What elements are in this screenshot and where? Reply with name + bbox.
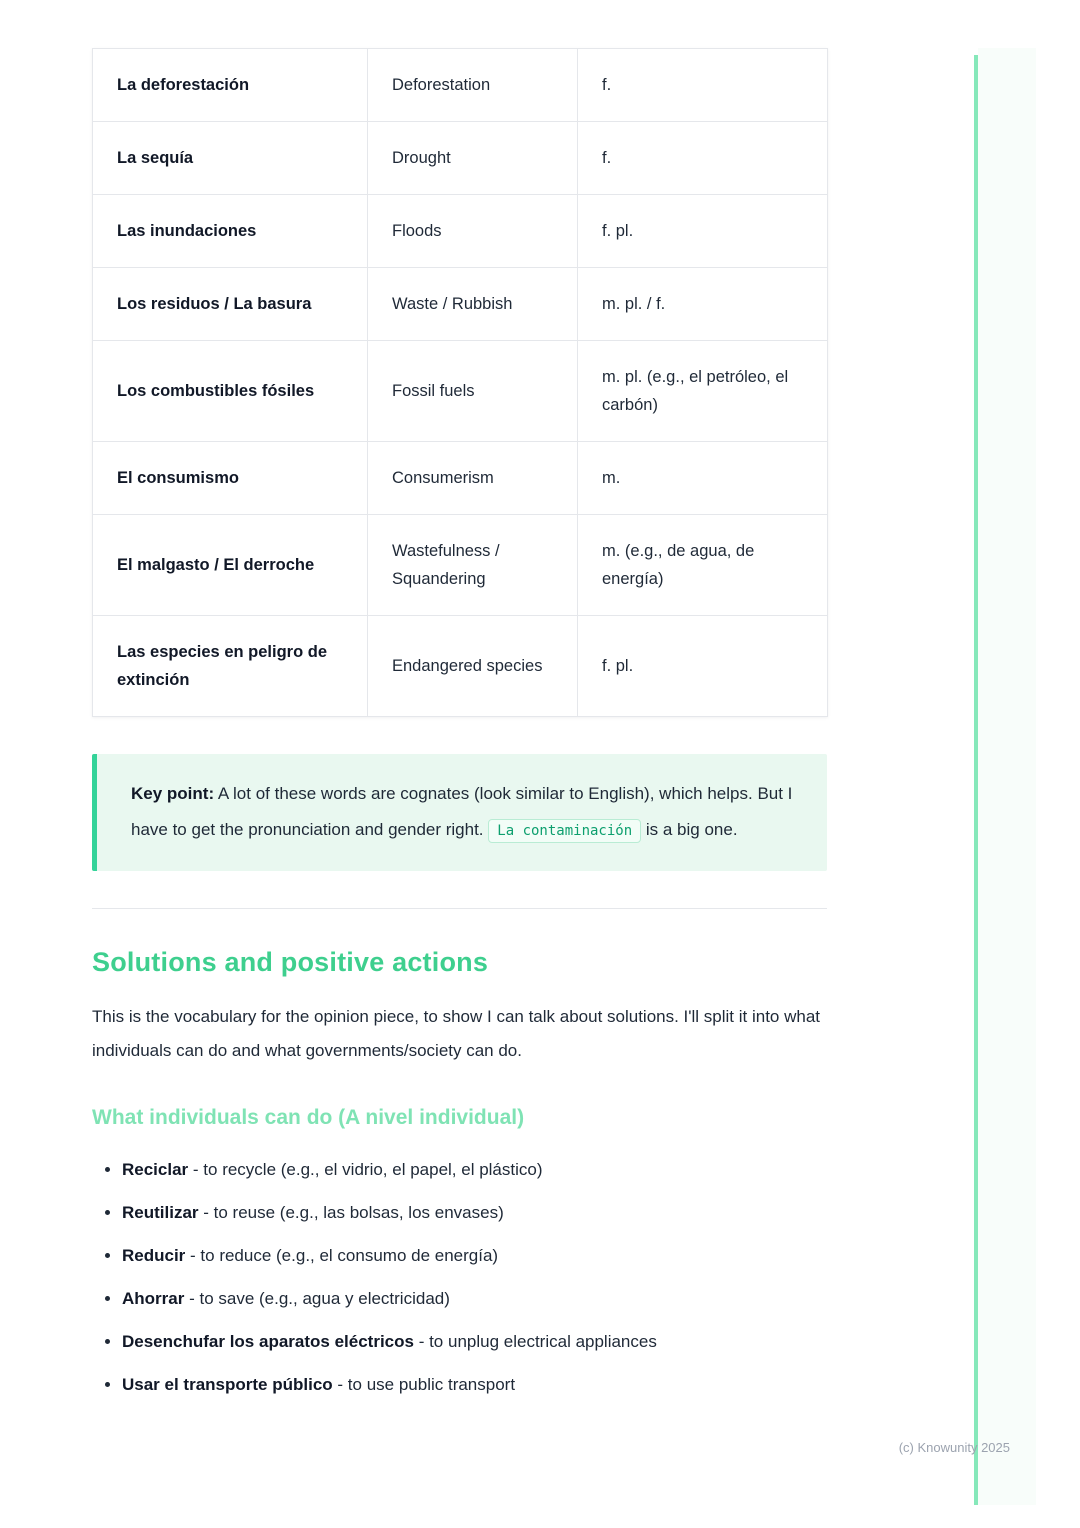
green-divider-line	[974, 55, 978, 1505]
key-point-text-after: is a big one.	[645, 820, 738, 839]
vocab-term-es: La sequía	[93, 122, 368, 195]
key-point-text: A lot of these words are cognates (look similar to English), which helps. But I have to get the pronunciation and gender right.	[131, 784, 793, 839]
action-desc: - to recycle (e.g., el vidrio, el papel, el plástico)	[192, 1160, 543, 1179]
vocab-table-row	[93, 515, 828, 616]
action-desc: - to unplug electrical appliances	[418, 1332, 657, 1351]
key-point-callout	[92, 754, 827, 871]
inline-code-chip: La contaminación	[488, 819, 641, 843]
vocab-term-es: El consumismo	[93, 442, 368, 515]
vocab-table-row	[93, 268, 828, 341]
section-intro: This is the vocabulary for the opinion piece, to show I can talk about solutions. I'll split it into what individuals can do and what governments/society can do.	[92, 1007, 821, 1060]
action-desc: - to reduce (e.g., el consumo de energía)	[190, 1246, 499, 1265]
vocab-gender: f. pl.	[578, 616, 828, 717]
vocab-term-en: Deforestation	[368, 49, 578, 122]
vocab-term-en: Endangered species	[368, 616, 578, 717]
vocab-term-es: El malgasto / El derroche	[93, 515, 368, 616]
section-heading: Solutions and positive actions	[92, 947, 489, 977]
vocab-term-en: Drought	[368, 122, 578, 195]
action-list-item	[122, 1156, 827, 1184]
vocab-gender: m. pl. (e.g., el petróleo, el carbón)	[578, 341, 828, 442]
subsection-heading: What individuals can do (A nivel individual)	[92, 1106, 525, 1129]
action-term: Reducir	[122, 1246, 186, 1265]
vocab-term-es: La deforestación	[93, 49, 368, 122]
copyright-footer: (c) Knowunity 2025	[898, 1440, 1010, 1455]
vocab-gender: m. pl. / f.	[578, 268, 828, 341]
action-term: Usar el transporte público	[122, 1375, 333, 1394]
action-term: Desenchufar los aparatos eléctricos	[122, 1332, 414, 1351]
vocab-table-row	[93, 616, 828, 717]
vocab-term-en: Fossil fuels	[368, 341, 578, 442]
vocab-term-en: Wastefulness / Squandering	[368, 515, 578, 616]
vocab-gender: m. (e.g., de agua, de energía)	[578, 515, 828, 616]
action-term: Ahorrar	[122, 1289, 185, 1308]
action-desc: - to reuse (e.g., las bolsas, los envases)	[203, 1203, 504, 1222]
vocab-table	[92, 48, 828, 717]
vocab-term-en: Waste / Rubbish	[368, 268, 578, 341]
vocab-table-row	[93, 195, 828, 268]
right-margin-panel	[978, 48, 1036, 1505]
vocab-table-row	[93, 442, 828, 515]
vocab-term-es: Las especies en peligro de extinción	[93, 616, 368, 717]
action-list-item	[122, 1199, 827, 1227]
action-desc: - to use public transport	[337, 1375, 516, 1394]
vocab-term-en: Floods	[368, 195, 578, 268]
document-content	[92, 48, 827, 1414]
individual-actions-list	[92, 1156, 827, 1399]
action-list-item	[122, 1242, 827, 1270]
vocab-term-en: Consumerism	[368, 442, 578, 515]
vocab-gender: m.	[578, 442, 828, 515]
action-list-item	[122, 1371, 827, 1399]
action-desc: - to save (e.g., agua y electricidad)	[189, 1289, 450, 1308]
key-point-label: Key point:	[131, 784, 215, 803]
vocab-gender: f.	[578, 49, 828, 122]
vocab-term-es: Los residuos / La basura	[93, 268, 368, 341]
vocab-term-es: Las inundaciones	[93, 195, 368, 268]
vocab-table-row	[93, 341, 828, 442]
vocab-term-es: Los combustibles fósiles	[93, 341, 368, 442]
vocab-table-row	[93, 122, 828, 195]
action-list-item	[122, 1328, 827, 1356]
vocab-table-row	[93, 49, 828, 122]
action-term: Reutilizar	[122, 1203, 199, 1222]
vocab-gender: f.	[578, 122, 828, 195]
action-term: Reciclar	[122, 1160, 189, 1179]
action-list-item	[122, 1285, 827, 1313]
section-divider	[92, 908, 827, 909]
vocab-gender: f. pl.	[578, 195, 828, 268]
vocab-table-body	[93, 49, 828, 717]
